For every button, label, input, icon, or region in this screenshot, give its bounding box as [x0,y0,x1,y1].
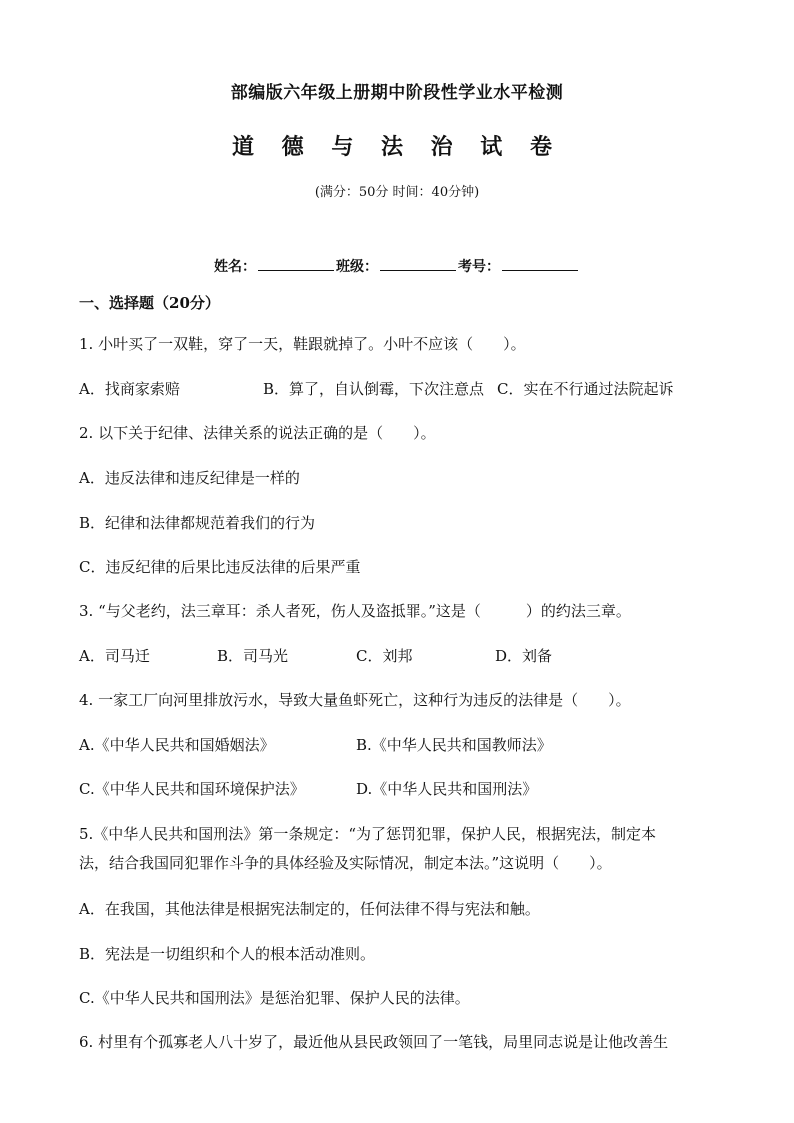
question-4-stem: 4. 一家工厂向河里排放污水，导致大量鱼虾死亡，这种行为违反的法律是（ ）。 [79,691,631,709]
exam-title: 部编版六年级上册期中阶段性学业水平检测 [230,83,564,103]
question-3-option-c: C．刘邦 [356,647,413,665]
question-5-stem-line-2: 法，结合我国同犯罪作斗争的具体经验及实际情况，制定本法。”这说明（ ）。 [79,854,612,872]
question-5-option-c: C.《中华人民共和国刑法》是惩治犯罪、保护人民的法律。 [79,989,470,1007]
question-4-option-d: D.《中华人民共和国刑法》 [356,780,538,798]
question-1-option-c: C．实在不行通过法院起诉 [497,380,674,398]
class-blank[interactable] [380,256,456,271]
question-5-option-b: B．宪法是一切组织和个人的根本活动准则。 [79,945,376,963]
question-1-option-a: A．找商家索赔 [79,380,180,398]
number-blank[interactable] [502,256,578,271]
question-2-option-a: A．违反法律和违反纪律是一样的 [79,469,300,487]
question-1-stem: 1. 小叶买了一双鞋，穿了一天，鞋跟就掉了。小叶不应该（ ）。 [79,335,526,353]
question-3-option-b: B．司马光 [217,647,289,665]
name-label: 姓名： [214,259,256,275]
question-5-stem-line-1: 5.《中华人民共和国刑法》第一条规定：“为了惩罚犯罪，保护人民，根据宪法，制定本 [79,825,656,843]
question-4-option-a: A.《中华人民共和国婚姻法》 [79,736,275,754]
question-6-stem-line-1: 6. 村里有个孤寡老人八十岁了，最近他从县民政领回了一笔钱，局里同志说是让他改善生 [79,1033,669,1051]
question-2-option-c: C．违反纪律的后果比违反法律的后果严重 [79,558,361,576]
exam-subject: 道 德 与 法 治 试 卷 [232,134,562,160]
question-1-option-b: B．算了，自认倒霉，下次注意点 [263,380,485,398]
exam-meta: (满分：50分 时间：40分钟) [314,185,480,200]
question-4-option-c: C.《中华人民共和国环境保护法》 [79,780,305,798]
student-info-row [0,256,794,276]
question-2-stem: 2. 以下关于纪律、法律关系的说法正确的是（ ）。 [79,424,436,442]
question-3-stem: 3. “与父老约，法三章耳：杀人者死，伤人及盗抵罪。”这是（ ）的约法三章。 [79,602,631,620]
question-5-option-a: A．在我国，其他法律是根据宪法制定的，任何法律不得与宪法和触。 [79,900,540,918]
section-title: 一、选择题（20分） [79,294,220,312]
question-2-option-b: B．纪律和法律都规范着我们的行为 [79,514,316,532]
question-4-option-b: B.《中华人民共和国教师法》 [356,736,552,754]
number-label: 考号： [458,259,500,275]
class-label: 班级： [336,259,378,275]
question-3-option-a: A．司马迁 [79,647,150,665]
name-blank[interactable] [258,256,334,271]
question-3-option-d: D．刘备 [495,647,553,665]
